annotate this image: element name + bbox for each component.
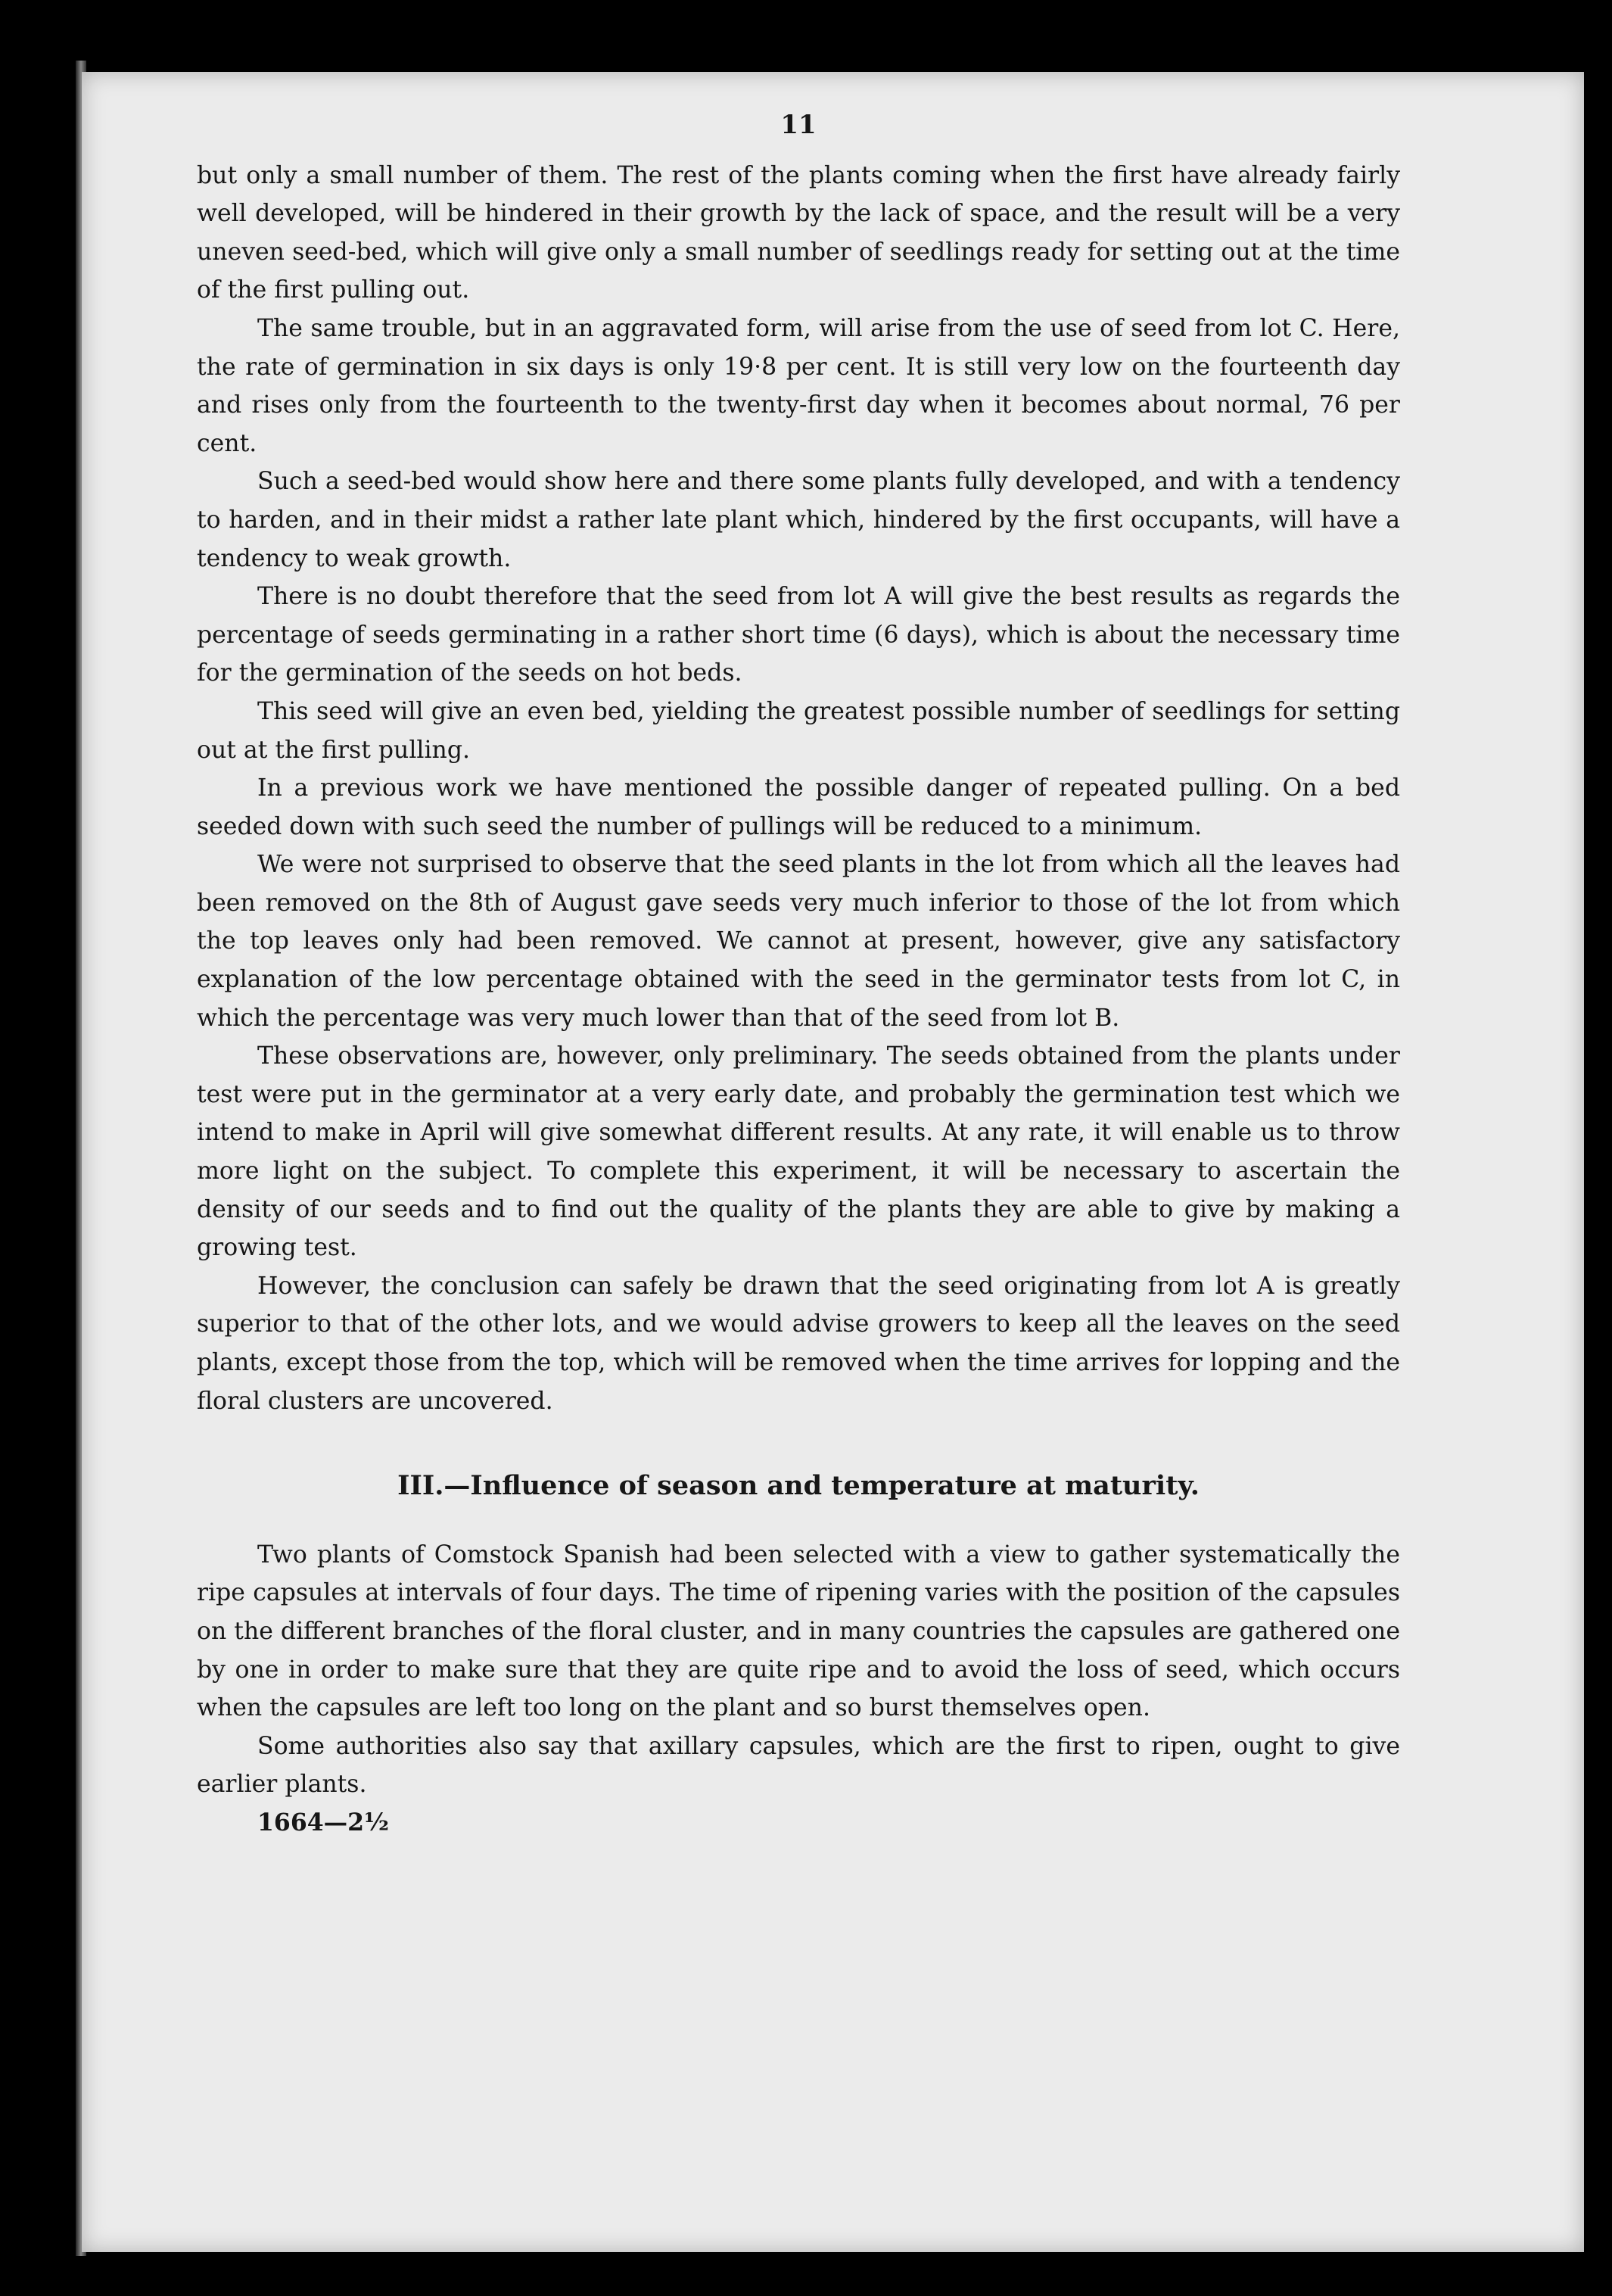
paragraph: This seed will give an even bed, yielding the greatest possible number of seedlings for setting out at the first pulling. [197, 697, 1400, 764]
page-text-column [197, 106, 1400, 1843]
paragraph: but only a small number of them. The rest of the plants coming when the first have already fairly well developed, will be hindered in their growth by the lack of space, and the result will be a very uneven seed-bed, which will give only a small number of seedlings ready for setting out at the time of the first pulling out. [197, 161, 1400, 304]
paragraph: There is no doubt therefore that the seed from lot A will give the best results as regards the percentage of seeds germinating in a rather short time (6 days), which is about the necessary time for the germination of the seeds on hot beds. [197, 583, 1400, 687]
printer-signature: 1664—2½ [257, 1808, 389, 1836]
paragraph: Some authorities also say that axillary capsules, which are the first to ripen, ought to give earlier plants. [197, 1732, 1400, 1799]
section-heading: III.—Influence of season and temperature at maturity. [397, 1470, 1200, 1502]
paragraph: These observations are, however, only preliminary. The seeds obtained from the plants under test were put in the germinator at a very early date, and probably the germination test which we intend to make in April will give somewhat different results. At any rate, it will enable us to throw more light on the subject. To complete this experiment, it will be necessary to ascertain the density of our seeds and to find out the quality of the plants they are able to give by making a growing test. [197, 1042, 1400, 1262]
page-number: 11 [780, 110, 817, 140]
paragraph: In a previous work we have mentioned the possible danger of repeated pulling. On a bed seeded down with such seed the number of pullings will be reduced to a minimum. [197, 774, 1400, 840]
paragraph: However, the conclusion can safely be drawn that the seed originating from lot A is greatly superior to that of the other lots, and we would advise growers to keep all the leaves on the seed plants, except those from the top, which will be removed when the time arrives for lopping and the floral clusters are uncovered. [197, 1272, 1400, 1415]
paragraph: Two plants of Comstock Spanish had been selected with a view to gather systematically the ripe capsules at intervals of four days. The time of ripening varies with the position of the capsules on the different branches of the floral cluster, and in many countries the capsules are gathered one by one in order to make sure that they are quite ripe and to avoid the loss of seed, which occurs when the capsules are left too long on the plant and so burst themselves open. [197, 1541, 1400, 1722]
paragraph: We were not surprised to observe that the seed plants in the lot from which all the leaves had been removed on the 8th of August gave seeds very much inferior to those of the lot from which the top leaves only had been removed. We cannot at present, however, give any satisfactory explanation of the low percentage obtained with the seed in the germinator tests from lot C, in which the percentage was very much lower than that of the seed from lot B. [197, 851, 1400, 1032]
paragraph: The same trouble, but in an aggravated form, will arise from the use of seed from lot C. Here, the rate of germination in six days is only 19·8 per cent. It is still very low on the fourteenth day and rises only from the fourteenth to the twenty-first day when it becomes about normal, 76 per cent. [197, 314, 1400, 457]
paragraph: Such a seed-bed would show here and there some plants fully developed, and with a tendency to harden, and in their midst a rather late plant which, hindered by the first occupants, will have a tendency to weak growth. [197, 468, 1400, 572]
